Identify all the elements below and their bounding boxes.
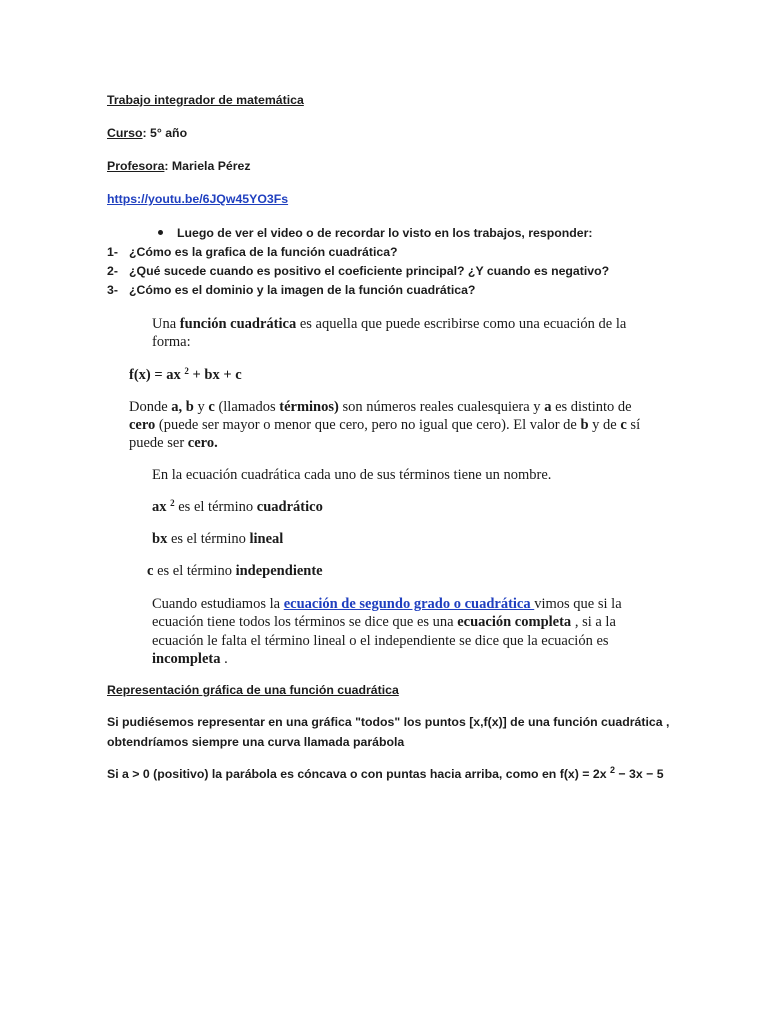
equation-link[interactable]: ecuación de segundo grado o cuadrática bbox=[283, 596, 535, 612]
text-span: es el término bbox=[153, 563, 236, 579]
text-span: Si a > 0 (positivo) la parábola es cóncava o con puntas hacia arriba, como en f(x) = 2x bbox=[107, 767, 610, 781]
instructions-bullet-item bbox=[158, 226, 592, 240]
text-span: es el término bbox=[174, 499, 257, 515]
text-span: Donde bbox=[129, 399, 172, 415]
equation-line-3: ecuación le falta el término lineal o el independiente se dice que la ecuación es bbox=[152, 633, 609, 649]
text-span: a, b bbox=[171, 399, 194, 415]
question-text: ¿Cómo es la grafica de la función cuadrática? bbox=[129, 245, 398, 259]
video-link[interactable]: https://youtu.be/6JQw45YO3Fs bbox=[107, 192, 289, 206]
term-independent bbox=[147, 563, 323, 580]
instructions-text: Luego de ver el video o de recordar lo visto en los trabajos, responder: bbox=[177, 226, 593, 240]
curso-value: : 5° año bbox=[142, 126, 188, 140]
text-span: b bbox=[580, 417, 589, 433]
function-term: función cuadrática bbox=[179, 316, 297, 332]
text-span: y bbox=[193, 399, 209, 415]
definition-line-1 bbox=[152, 316, 626, 333]
formula-part: f(x) = ax bbox=[129, 367, 185, 383]
graph-paragraph-line-2: obtendríamos siempre una curva llamada parábola bbox=[107, 735, 405, 749]
question-number: 3- bbox=[107, 283, 118, 297]
formula-exponent: 2 bbox=[184, 366, 189, 376]
text-span: es distinto de bbox=[551, 399, 632, 415]
definition-detail-line-3 bbox=[129, 435, 218, 452]
text-span: puede ser bbox=[129, 435, 188, 451]
text-span: c bbox=[147, 563, 154, 579]
text-span: c bbox=[620, 417, 627, 433]
text-span: c bbox=[208, 399, 215, 415]
curso-label: Curso bbox=[107, 126, 143, 140]
exponent: 2 bbox=[609, 765, 615, 775]
text-span: independiente bbox=[235, 563, 323, 579]
question-text: ¿Cómo es el dominio y la imagen de la función cuadrática? bbox=[129, 283, 476, 297]
equation-line-2 bbox=[152, 614, 616, 631]
equation-line-4 bbox=[152, 651, 228, 668]
definition-detail-line-2 bbox=[129, 417, 640, 434]
term-exponent: 2 bbox=[170, 498, 175, 508]
text-span: bx bbox=[152, 531, 168, 547]
profesora-line bbox=[107, 159, 251, 173]
text-span: incompleta bbox=[152, 651, 221, 667]
text-span: a bbox=[544, 399, 552, 415]
profesora-label: Profesora bbox=[107, 159, 165, 173]
text-span: ecuación completa bbox=[457, 614, 572, 630]
text-span: cuadrático bbox=[256, 499, 323, 515]
question-item bbox=[107, 245, 398, 259]
question-item bbox=[107, 283, 475, 297]
text-span: es el término bbox=[167, 531, 250, 547]
curso-line bbox=[107, 126, 187, 140]
text-span: (puede ser mayor o menor que cero, pero no igual que cero). El valor de bbox=[155, 417, 581, 433]
text-span: cero. bbox=[187, 435, 218, 451]
document-title: Trabajo integrador de matemática bbox=[107, 93, 304, 107]
text-span: . bbox=[220, 651, 228, 667]
text-span: cero bbox=[129, 417, 156, 433]
question-number: 1- bbox=[107, 245, 118, 259]
profesora-value: : Mariela Pérez bbox=[164, 159, 251, 173]
definition-line-2: forma: bbox=[152, 334, 191, 350]
text-span: términos) bbox=[279, 399, 339, 415]
text-span: Cuando estudiamos la bbox=[152, 596, 284, 612]
text-span: − 3x − 5 bbox=[615, 767, 664, 781]
graph-paragraph-line-1: Si pudiésemos representar en una gráfica "todos" los puntos [x,f(x)] de una función cuadrática , bbox=[107, 715, 670, 729]
text-span: y de bbox=[588, 417, 621, 433]
text-span: son números reales cualesquiera y bbox=[338, 399, 545, 415]
definition-detail-line-1 bbox=[129, 399, 632, 416]
formula-part: + bx + c bbox=[188, 367, 242, 383]
term-linear bbox=[152, 531, 283, 548]
graph-section-heading: Representación gráfica de una función cuadrática bbox=[107, 683, 399, 697]
text-span: (llamados bbox=[214, 399, 280, 415]
text-span: ecuación tiene todos los términos se dice que es una bbox=[152, 614, 458, 630]
question-number: 2- bbox=[107, 264, 118, 278]
text-span: sí bbox=[626, 417, 641, 433]
equation-line-1 bbox=[152, 596, 622, 613]
quadratic-formula bbox=[129, 367, 242, 384]
graph-paragraph-positive bbox=[107, 767, 664, 781]
text-span: es aquella que puede escribirse como una ecuación de la bbox=[296, 316, 627, 332]
term-quadratic bbox=[152, 499, 323, 516]
bullet-icon bbox=[158, 230, 163, 235]
text-span: Una bbox=[152, 316, 180, 332]
text-span: , si a la bbox=[571, 614, 616, 630]
terms-intro: En la ecuación cuadrática cada uno de sus términos tiene un nombre. bbox=[152, 467, 552, 483]
question-item bbox=[107, 264, 609, 278]
text-span: ax bbox=[152, 499, 171, 515]
text-span: lineal bbox=[249, 531, 284, 547]
question-text: ¿Qué sucede cuando es positivo el coeficiente principal? ¿Y cuando es negativo? bbox=[129, 264, 610, 278]
text-span: vimos que si la bbox=[534, 596, 622, 612]
